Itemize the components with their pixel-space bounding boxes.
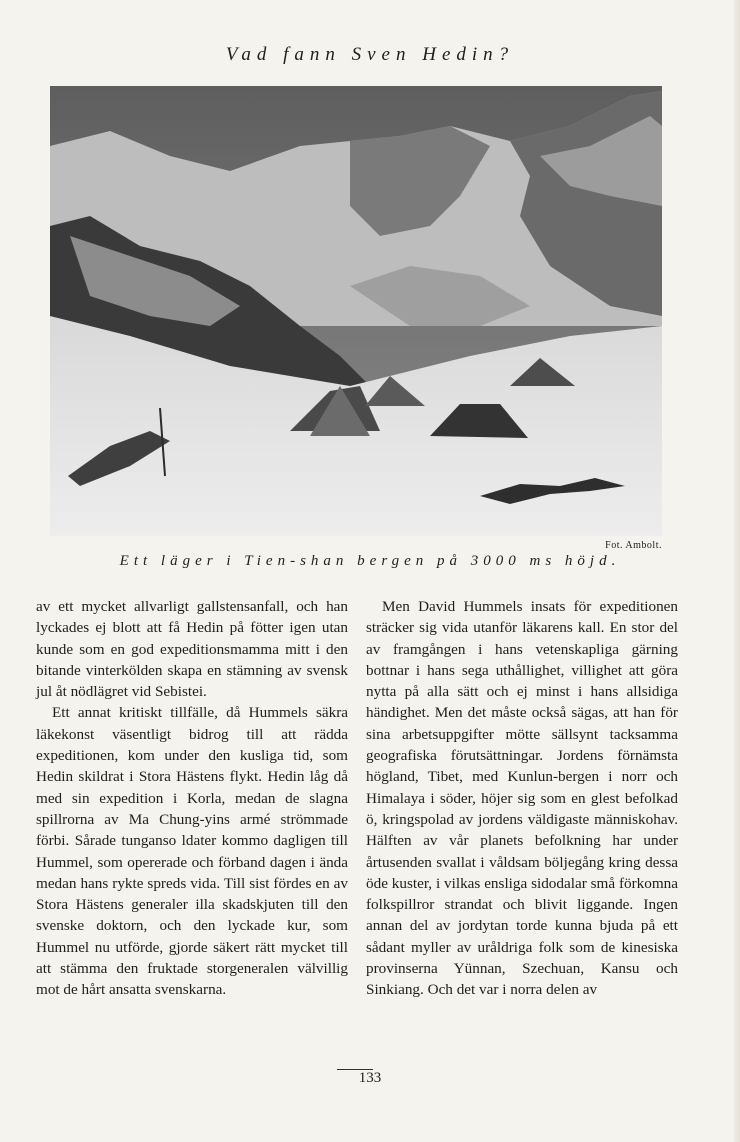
page-number: 133 (358, 1070, 382, 1086)
left-column (36, 596, 348, 1001)
photo-caption: Ett läger i Tien-shan bergen på 3000 ms höjd. (119, 553, 621, 569)
right-paragraph-1: Men David Hummels insats för expeditionen sträcker sig vida utanför läkarens kall. En stor del av framgången i hans vetenskapliga gärning bottnar i hans sega uthållighet, villighet att göra nytta på alla sätt och ej minst i hans allsidiga händighet. Men det måste också sägas, att han för sina arbetsuppgifter mötte sällsynt tacksamma geografiska förutsättningar. Jordens förnämsta högland, Tibet, med Kunlun-bergen i norr och Himalaya i söder, höjer sig som en glest befolkad ö, kringspolad av jordens väldigaste människohav. Hälften av vår planets befolkning har under årtusenden svallat i våldsam böljegång kring dessa öde kuster, i vilkas ensliga sidodalar små förkomna folkspillror strandat och blivit liggande. Ingen annan del av jordytan torde kunna bjuda på ett sådant myller av uråldriga folk som de kinesiska provinserna Yünnan, Szechuan, Kansu och Sinkiang. Och det var i norra delen av (366, 598, 678, 999)
photo-credit: Fot. Ambolt. (605, 540, 662, 551)
right-column (366, 596, 678, 1001)
camp-photo (50, 86, 662, 536)
running-head: Vad fann Sven Hedin? (225, 44, 515, 65)
photo-mountain-camp-icon (50, 86, 662, 536)
page-edge (734, 0, 740, 1142)
left-paragraph-2: Ett annat kritiskt tillfälle, då Hummels säkra läkekonst väsentligt bidrog till att rädda expeditionen, kom under den kusliga tid, som Hedin skildrat i Stora Hästens flykt. Hedin låg då med sin expedition i Korla, medan de slagna spillrorna av Ma Chung-yins armé strömmade förbi. Sårade tunganso ldater kommo dagligen till Hummel, som opererade och förband dagen i ända medan hans rykte spreds vida. Till sist fördes en av Stora Hästens generaler illa skadskjuten till den svenske doktorn, och den lyckade kur, som Hummel nu utförde, gjorde säkert rätt mycket till att stämma den fruktade storgeneralen välvillig mot de hårt ansatta svenskarna. (36, 704, 348, 999)
left-paragraph-1: av ett mycket allvarligt gallstensanfall, och han lyckades ej blott att få Hedin på fötter igen utan kunde som en god expeditionsmamma mitt i den bitande vinterkölden skapa en stämning av svensk jul åt nödlägret vid Sebistei. (36, 598, 348, 701)
